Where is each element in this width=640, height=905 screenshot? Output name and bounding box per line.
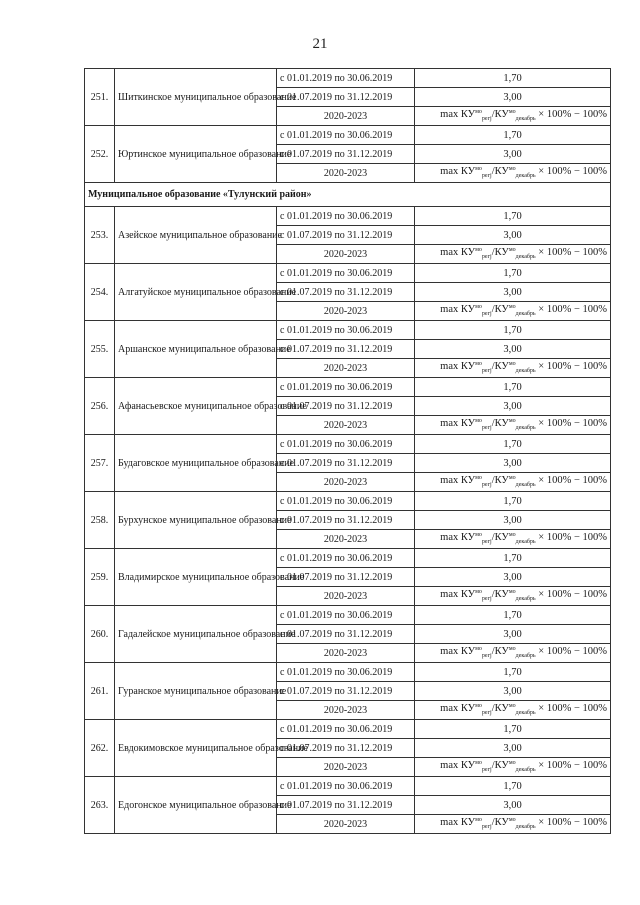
formula-sup-mo: мо <box>475 166 482 172</box>
table-row <box>85 720 611 739</box>
formula-sub-dec: декабрь <box>515 596 536 602</box>
row-number: 251. <box>85 69 115 126</box>
formula-sup-mo: мо <box>508 817 516 823</box>
table-row <box>85 69 611 88</box>
row-number: 255. <box>85 321 115 378</box>
formula-sup-mo: мо <box>508 304 516 310</box>
formula-mid: /КУ <box>491 361 509 372</box>
formula-sub-dec: декабрь <box>515 311 536 317</box>
formula-sub-regj: регj <box>481 824 492 830</box>
formula-cell <box>415 758 611 777</box>
formula-cell <box>415 107 611 126</box>
table-row <box>85 321 611 340</box>
formula-prefix: max КУ <box>440 109 476 120</box>
period-cell: с 01.07.2019 по 31.12.2019 <box>277 511 415 530</box>
formula-sup-mo: мо <box>475 109 482 115</box>
formula-mid: /КУ <box>491 646 509 657</box>
formula-prefix: max КУ <box>440 646 476 657</box>
formula-sub-regj: регj <box>481 311 492 317</box>
formula-sub-dec: декабрь <box>515 653 536 659</box>
formula-mid: /КУ <box>491 304 509 315</box>
formula-suffix: × 100% − 100% <box>535 304 607 315</box>
formula-cell <box>415 587 611 606</box>
value-cell: 1,70 <box>415 69 611 88</box>
formula-sup-mo: мо <box>508 703 516 709</box>
formula-prefix: max КУ <box>440 361 476 372</box>
value-cell: 3,00 <box>415 145 611 164</box>
formula-prefix: max КУ <box>440 166 476 177</box>
period-cell: с 01.01.2019 по 30.06.2019 <box>277 720 415 739</box>
formula-sub-regj: регj <box>481 116 492 122</box>
municipality-name: Юртинское муниципальное образование <box>115 126 277 183</box>
formula-suffix: × 100% − 100% <box>535 166 607 177</box>
formula-sup-mo: мо <box>508 589 516 595</box>
period-cell: с 01.07.2019 по 31.12.2019 <box>277 568 415 587</box>
formula-sub-regj: регj <box>481 596 492 602</box>
row-number: 262. <box>85 720 115 777</box>
value-cell: 3,00 <box>415 226 611 245</box>
period-cell: с 01.01.2019 по 30.06.2019 <box>277 378 415 397</box>
formula-sub-dec: декабрь <box>515 710 536 716</box>
formula-sub-dec: декабрь <box>515 425 536 431</box>
period-cell: 2020-2023 <box>277 107 415 126</box>
period-cell: с 01.01.2019 по 30.06.2019 <box>277 492 415 511</box>
row-number: 252. <box>85 126 115 183</box>
period-cell: с 01.01.2019 по 30.06.2019 <box>277 606 415 625</box>
period-cell: 2020-2023 <box>277 245 415 264</box>
period-cell: 2020-2023 <box>277 644 415 663</box>
formula-prefix: max КУ <box>440 703 476 714</box>
value-cell: 1,70 <box>415 777 611 796</box>
period-cell: с 01.07.2019 по 31.12.2019 <box>277 739 415 758</box>
formula-mid: /КУ <box>491 589 509 600</box>
table-row <box>85 264 611 283</box>
formula-prefix: max КУ <box>440 304 476 315</box>
formula-sub-regj: регj <box>481 425 492 431</box>
formula-mid: /КУ <box>491 817 509 828</box>
formula-prefix: max КУ <box>440 817 476 828</box>
formula-prefix: max КУ <box>440 589 476 600</box>
period-cell: 2020-2023 <box>277 587 415 606</box>
municipality-name: Азейское муниципальное образование <box>115 207 277 264</box>
formula-mid: /КУ <box>491 532 509 543</box>
formula-sub-regj: регj <box>481 767 492 773</box>
period-cell: с 01.01.2019 по 30.06.2019 <box>277 663 415 682</box>
period-cell: 2020-2023 <box>277 530 415 549</box>
value-cell: 1,70 <box>415 663 611 682</box>
formula-sup-mo: мо <box>508 361 516 367</box>
formula-sup-mo: мо <box>475 589 482 595</box>
value-cell: 1,70 <box>415 720 611 739</box>
municipality-name: Владимирское муниципальное образование <box>115 549 277 606</box>
formula-prefix: max КУ <box>440 475 476 486</box>
period-cell: с 01.07.2019 по 31.12.2019 <box>277 454 415 473</box>
formula-mid: /КУ <box>491 109 509 120</box>
formula-suffix: × 100% − 100% <box>535 817 607 828</box>
table-row <box>85 378 611 397</box>
formula-suffix: × 100% − 100% <box>535 109 607 120</box>
value-cell: 1,70 <box>415 606 611 625</box>
formula-cell <box>415 245 611 264</box>
row-number: 261. <box>85 663 115 720</box>
value-cell: 3,00 <box>415 283 611 302</box>
formula-sub-regj: регj <box>481 539 492 545</box>
tariff-table-body <box>85 69 611 834</box>
municipality-name: Гадалейское муниципальное образование <box>115 606 277 663</box>
value-cell: 3,00 <box>415 340 611 359</box>
period-cell: с 01.07.2019 по 31.12.2019 <box>277 397 415 416</box>
value-cell: 3,00 <box>415 397 611 416</box>
formula-mid: /КУ <box>491 475 509 486</box>
section-row <box>85 183 611 207</box>
value-cell: 1,70 <box>415 321 611 340</box>
formula-mid: /КУ <box>491 166 509 177</box>
value-cell: 3,00 <box>415 796 611 815</box>
formula-sub-regj: регj <box>481 368 492 374</box>
period-cell: 2020-2023 <box>277 416 415 435</box>
formula-cell <box>415 530 611 549</box>
formula-suffix: × 100% − 100% <box>535 247 607 258</box>
period-cell: с 01.07.2019 по 31.12.2019 <box>277 682 415 701</box>
formula-sup-mo: мо <box>508 247 516 253</box>
formula-sub-regj: регj <box>481 482 492 488</box>
row-number: 254. <box>85 264 115 321</box>
formula-sup-mo: мо <box>475 247 482 253</box>
period-cell: с 01.07.2019 по 31.12.2019 <box>277 283 415 302</box>
row-number: 263. <box>85 777 115 834</box>
formula-cell <box>415 473 611 492</box>
value-cell: 1,70 <box>415 492 611 511</box>
formula-suffix: × 100% − 100% <box>535 589 607 600</box>
period-cell: 2020-2023 <box>277 473 415 492</box>
formula-sub-dec: декабрь <box>515 767 536 773</box>
formula-sup-mo: мо <box>475 418 482 424</box>
period-cell: 2020-2023 <box>277 164 415 183</box>
table-row <box>85 435 611 454</box>
municipality-name: Алгатуйское муниципальное образование <box>115 264 277 321</box>
municipality-name: Афанасьевское муниципальное образование <box>115 378 277 435</box>
formula-sup-mo: мо <box>475 304 482 310</box>
formula-sup-mo: мо <box>475 361 482 367</box>
formula-sup-mo: мо <box>475 817 482 823</box>
section-title: Муниципальное образование «Тулунский район» <box>85 183 611 207</box>
period-cell: с 01.01.2019 по 30.06.2019 <box>277 435 415 454</box>
period-cell: с 01.07.2019 по 31.12.2019 <box>277 88 415 107</box>
table-row <box>85 777 611 796</box>
formula-sub-dec: декабрь <box>515 539 536 545</box>
row-number: 259. <box>85 549 115 606</box>
period-cell: с 01.01.2019 по 30.06.2019 <box>277 321 415 340</box>
formula-sup-mo: мо <box>475 532 482 538</box>
table-row <box>85 663 611 682</box>
formula-sub-dec: декабрь <box>515 824 536 830</box>
formula-sup-mo: мо <box>508 760 516 766</box>
formula-cell <box>415 644 611 663</box>
table-row <box>85 606 611 625</box>
formula-sub-regj: регj <box>481 254 492 260</box>
value-cell: 1,70 <box>415 207 611 226</box>
formula-suffix: × 100% − 100% <box>535 418 607 429</box>
period-cell: 2020-2023 <box>277 302 415 321</box>
formula-mid: /КУ <box>491 703 509 714</box>
period-cell: с 01.07.2019 по 31.12.2019 <box>277 340 415 359</box>
formula-sub-dec: декабрь <box>515 173 536 179</box>
value-cell: 1,70 <box>415 378 611 397</box>
formula-prefix: max КУ <box>440 418 476 429</box>
period-cell: 2020-2023 <box>277 359 415 378</box>
formula-sub-dec: декабрь <box>515 368 536 374</box>
tariff-table <box>84 68 611 834</box>
formula-suffix: × 100% − 100% <box>535 361 607 372</box>
formula-sub-regj: регj <box>481 173 492 179</box>
period-cell: 2020-2023 <box>277 701 415 720</box>
table-row <box>85 492 611 511</box>
formula-suffix: × 100% − 100% <box>535 475 607 486</box>
period-cell: с 01.07.2019 по 31.12.2019 <box>277 226 415 245</box>
table-row <box>85 126 611 145</box>
formula-sub-dec: декабрь <box>515 482 536 488</box>
value-cell: 1,70 <box>415 435 611 454</box>
formula-sub-dec: декабрь <box>515 116 536 122</box>
formula-sup-mo: мо <box>508 475 516 481</box>
municipality-name: Евдокимовское муниципальное образование <box>115 720 277 777</box>
municipality-name: Едогонское муниципальное образование <box>115 777 277 834</box>
period-cell: с 01.01.2019 по 30.06.2019 <box>277 126 415 145</box>
formula-suffix: × 100% − 100% <box>535 532 607 543</box>
period-cell: 2020-2023 <box>277 815 415 834</box>
value-cell: 1,70 <box>415 264 611 283</box>
row-number: 256. <box>85 378 115 435</box>
row-number: 258. <box>85 492 115 549</box>
municipality-name: Бурхунское муниципальное образование <box>115 492 277 549</box>
formula-sub-regj: регj <box>481 653 492 659</box>
formula-sup-mo: мо <box>475 760 482 766</box>
value-cell: 3,00 <box>415 568 611 587</box>
row-number: 257. <box>85 435 115 492</box>
page-number: 21 <box>312 36 328 52</box>
period-cell: с 01.01.2019 по 30.06.2019 <box>277 549 415 568</box>
formula-sup-mo: мо <box>475 646 482 652</box>
value-cell: 1,70 <box>415 126 611 145</box>
value-cell: 3,00 <box>415 88 611 107</box>
formula-cell <box>415 164 611 183</box>
period-cell: с 01.01.2019 по 30.06.2019 <box>277 264 415 283</box>
period-cell: с 01.01.2019 по 30.06.2019 <box>277 69 415 88</box>
formula-cell <box>415 416 611 435</box>
table-row <box>85 549 611 568</box>
value-cell: 3,00 <box>415 739 611 758</box>
period-cell: с 01.07.2019 по 31.12.2019 <box>277 625 415 644</box>
formula-sup-mo: мо <box>475 703 482 709</box>
period-cell: с 01.01.2019 по 30.06.2019 <box>277 207 415 226</box>
formula-sup-mo: мо <box>508 646 516 652</box>
formula-cell <box>415 815 611 834</box>
value-cell: 3,00 <box>415 625 611 644</box>
formula-cell <box>415 701 611 720</box>
formula-sub-regj: регj <box>481 710 492 716</box>
value-cell: 1,70 <box>415 549 611 568</box>
formula-cell <box>415 302 611 321</box>
formula-sup-mo: мо <box>508 418 516 424</box>
formula-sup-mo: мо <box>508 166 516 172</box>
formula-mid: /КУ <box>491 760 509 771</box>
formula-prefix: max КУ <box>440 247 476 258</box>
formula-sup-mo: мо <box>508 109 516 115</box>
formula-sup-mo: мо <box>508 532 516 538</box>
formula-prefix: max КУ <box>440 532 476 543</box>
municipality-name: Шиткинское муниципальное образование <box>115 69 277 126</box>
period-cell: с 01.07.2019 по 31.12.2019 <box>277 145 415 164</box>
period-cell: 2020-2023 <box>277 758 415 777</box>
period-cell: с 01.07.2019 по 31.12.2019 <box>277 796 415 815</box>
table-row <box>85 207 611 226</box>
period-cell: с 01.01.2019 по 30.06.2019 <box>277 777 415 796</box>
formula-cell <box>415 359 611 378</box>
municipality-name: Будаговское муниципальное образование <box>115 435 277 492</box>
municipality-name: Гуранское муниципальное образование <box>115 663 277 720</box>
row-number: 253. <box>85 207 115 264</box>
formula-sup-mo: мо <box>475 475 482 481</box>
value-cell: 3,00 <box>415 454 611 473</box>
formula-suffix: × 100% − 100% <box>535 703 607 714</box>
formula-sub-dec: декабрь <box>515 254 536 260</box>
formula-suffix: × 100% − 100% <box>535 760 607 771</box>
formula-mid: /КУ <box>491 247 509 258</box>
formula-prefix: max КУ <box>440 760 476 771</box>
row-number: 260. <box>85 606 115 663</box>
municipality-name: Аршанское муниципальное образование <box>115 321 277 378</box>
formula-mid: /КУ <box>491 418 509 429</box>
value-cell: 3,00 <box>415 511 611 530</box>
value-cell: 3,00 <box>415 682 611 701</box>
formula-suffix: × 100% − 100% <box>535 646 607 657</box>
